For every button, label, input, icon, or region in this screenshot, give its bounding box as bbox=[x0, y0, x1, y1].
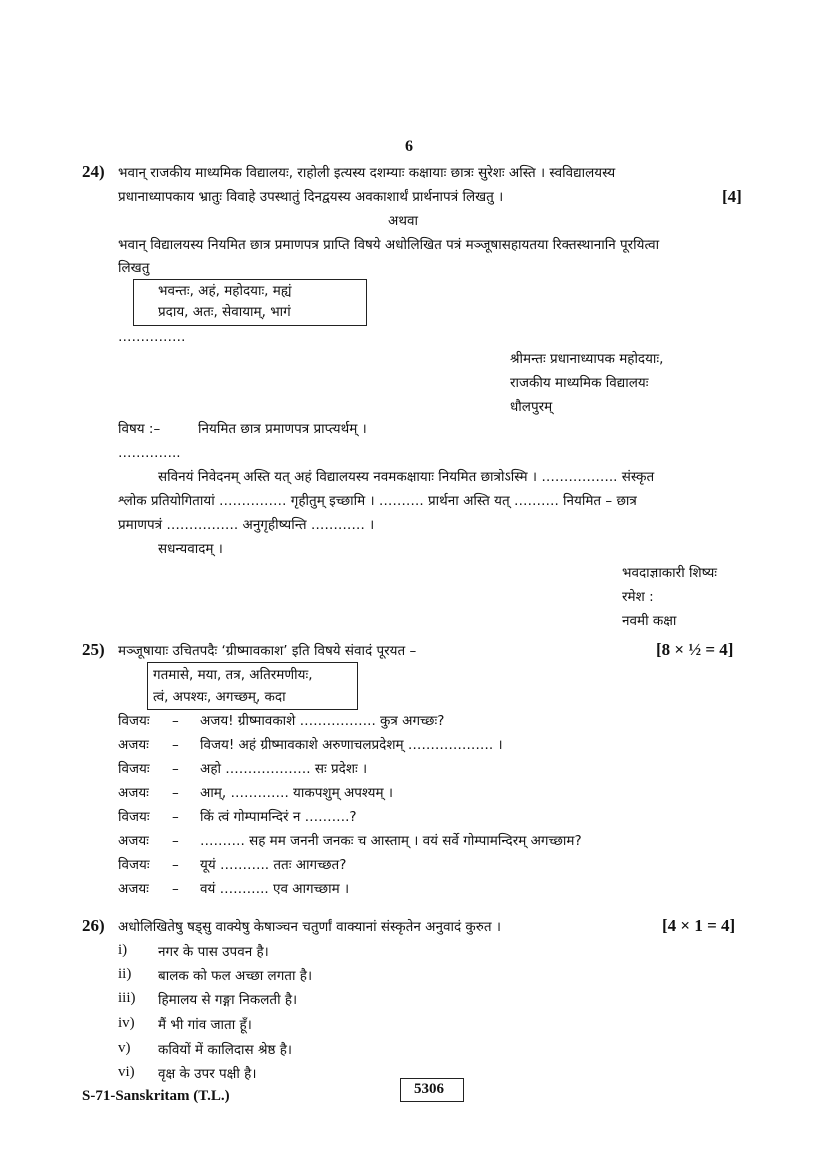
subject-label: विषय :– bbox=[118, 421, 161, 437]
letter-body-3: प्रमाणपत्रं ……………. अनुगृहीष्यन्ति ………… । bbox=[118, 517, 375, 533]
dialogue-speaker: विजयः bbox=[118, 809, 150, 825]
list-item: नगर के पास उपवन है। bbox=[158, 944, 269, 960]
word-box-25-line-1: गतमासे, मया, तत्र, अतिरमणीयः, bbox=[153, 667, 313, 683]
dialogue-dash: – bbox=[172, 881, 179, 897]
question-26-marks: [4 × 1 = 4] bbox=[662, 916, 736, 935]
list-item: हिमालय से गङ्गा निकलती है। bbox=[158, 992, 298, 1008]
letter-body-2: श्लोक प्रतियोगितायां …………… गृहीतुम् इच्छामि । ………. प्रार्थना अस्ति यत् ………. नियमित – छात्र bbox=[118, 493, 637, 509]
question-24-number: 24) bbox=[82, 162, 105, 181]
list-item: मैं भी गांव जाता हूँ। bbox=[158, 1017, 252, 1033]
word-box-24-line-1: भवन्तः, अहं, महोदयाः, मह्यं bbox=[158, 283, 292, 299]
page-number: 6 bbox=[405, 138, 413, 155]
list-item-label: i) bbox=[118, 942, 128, 958]
dialogue-text: आम्, …………. याकपशुम् अपश्यम् । bbox=[200, 785, 393, 801]
dialogue-speaker: अजयः bbox=[118, 737, 149, 753]
address-line-1: श्रीमन्तः प्रधानाध्यापक महोदयाः, bbox=[510, 351, 664, 367]
dialogue-speaker: अजयः bbox=[118, 881, 149, 897]
word-box-24 bbox=[133, 279, 367, 326]
question-25-marks: [8 × ½ = 4] bbox=[656, 640, 734, 659]
dialogue-text: ………. सह मम जननी जनकः च आस्ताम् । वयं सर्वे गोम्पामन्दिरम् अगच्छाम? bbox=[200, 833, 582, 849]
list-item-label: v) bbox=[118, 1040, 131, 1056]
blank-dots-1: …………… bbox=[118, 329, 186, 345]
dialogue-text: यूयं ……….. ततः आगच्छत? bbox=[200, 857, 347, 873]
dialogue-speaker: विजयः bbox=[118, 713, 150, 729]
question-25-number: 25) bbox=[82, 640, 105, 659]
list-item-label: vi) bbox=[118, 1064, 135, 1080]
paper-number-box bbox=[400, 1078, 464, 1102]
signature-line-3: नवमी कक्षा bbox=[622, 613, 677, 629]
letter-body-4: सधन्यवादम् । bbox=[158, 541, 223, 557]
question-24-alt-line-1: भवान् विद्यालयस्य नियमित छात्र प्रमाणपत्र प्राप्ति विषये अधोलिखित पत्रं मञ्जूषासहायतया रिक्तस्थानानि पूरयित्वा bbox=[118, 237, 660, 253]
dialogue-speaker: अजयः bbox=[118, 785, 149, 801]
word-box-25 bbox=[147, 662, 358, 710]
question-26-text: अधोलिखितेषु षड्सु वाक्येषु केषाञ्चन चतुर्णां वाक्यानां संस्कृतेन अनुवादं कुरुत । bbox=[118, 919, 501, 935]
dialogue-dash: – bbox=[172, 857, 179, 873]
question-24-alt-line-2: लिखतु bbox=[118, 260, 150, 276]
paper-code: S-71-Sanskritam (T.L.) bbox=[82, 1088, 230, 1104]
question-24-line-1: भवान् राजकीय माध्यमिक विद्यालयः, राहोली इत्यस्य दशम्याः कक्षायाः छात्रः सुरेशः अस्ति । स्वविद्यालयस्य bbox=[118, 165, 616, 181]
list-item: बालक को फल अच्छा लगता है। bbox=[158, 968, 313, 984]
list-item: कवियों में कालिदास श्रेष्ठ है। bbox=[158, 1042, 293, 1058]
question-25-text: मञ्जूषायाः उचितपदैः ‘ग्रीष्मावकाश’ इति विषये संवादं पूरयत – bbox=[118, 643, 417, 659]
dialogue-speaker: अजयः bbox=[118, 833, 149, 849]
dialogue-speaker: विजयः bbox=[118, 857, 150, 873]
dialogue-text: विजय! अहं ग्रीष्मावकाशे अरुणाचलप्रदेशम् ………………. । bbox=[200, 737, 503, 753]
dialogue-dash: – bbox=[172, 713, 179, 729]
or-separator: अथवा bbox=[388, 213, 418, 229]
signature-line-1: भवदाज्ञाकारी शिष्यः bbox=[622, 565, 718, 581]
address-line-2: राजकीय माध्यमिक विद्यालयः bbox=[510, 375, 649, 391]
dialogue-dash: – bbox=[172, 833, 179, 849]
dialogue-text: अजय! ग्रीष्मावकाशे …………….. कुत्र अगच्छः? bbox=[200, 713, 445, 729]
dialogue-dash: – bbox=[172, 809, 179, 825]
dialogue-dash: – bbox=[172, 785, 179, 801]
dialogue-dash: – bbox=[172, 761, 179, 777]
list-item-label: ii) bbox=[118, 966, 132, 982]
address-line-3: धौलपुरम् bbox=[510, 399, 553, 415]
list-item-label: iii) bbox=[118, 990, 136, 1006]
dialogue-text: वयं ……….. एव आगच्छाम । bbox=[200, 881, 350, 897]
question-24-marks: [4] bbox=[722, 187, 742, 206]
letter-body-1: सविनयं निवेदनम् अस्ति यत् अहं विद्यालयस्य नवमकक्षायाः नियमित छात्रोऽस्मि । …………….. संस्कृत bbox=[158, 469, 655, 485]
word-box-24-line-2: प्रदाय, अतः, सेवायाम्, भागं bbox=[158, 304, 291, 320]
question-24-line-2: प्रधानाध्यापकाय भ्रातुः विवाहे उपस्थातुं दिनद्वयस्य अवकाशार्थं प्रार्थनापत्रं लिखतु । bbox=[118, 189, 504, 205]
list-item: वृक्ष के उपर पक्षी है। bbox=[158, 1066, 257, 1082]
dialogue-text: अहो ………………. सः प्रदेशः । bbox=[200, 761, 368, 777]
dialogue-dash: – bbox=[172, 737, 179, 753]
blank-dots-2: ………….. bbox=[118, 445, 181, 461]
question-26-number: 26) bbox=[82, 916, 105, 935]
word-box-25-line-2: त्वं, अपश्यः, अगच्छम्, कदा bbox=[153, 689, 286, 705]
dialogue-speaker: विजयः bbox=[118, 761, 150, 777]
subject-text: नियमित छात्र प्रमाणपत्र प्राप्त्यर्थम् । bbox=[198, 421, 367, 437]
paper-number: 5306 bbox=[414, 1081, 444, 1097]
dialogue-text: किं त्वं गोम्पामन्दिरं न ……….? bbox=[200, 809, 357, 825]
list-item-label: iv) bbox=[118, 1015, 135, 1031]
signature-line-2: रमेश : bbox=[622, 589, 654, 605]
